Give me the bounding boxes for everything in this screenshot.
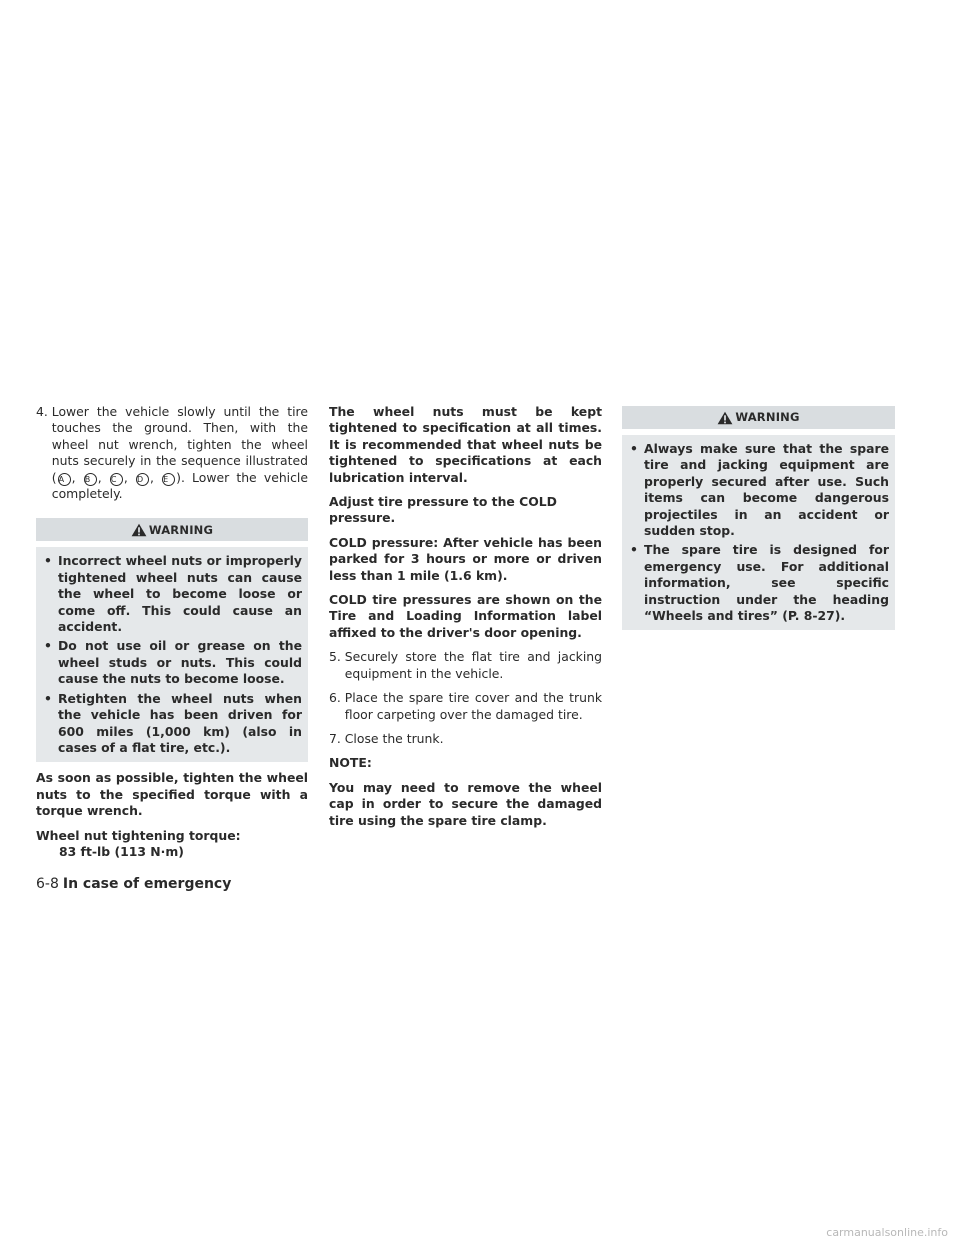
page-number: 6-8: [36, 876, 59, 892]
bullet: •: [44, 553, 52, 569]
warning-title: WARNING: [148, 522, 214, 537]
column-left: [36, 404, 308, 860]
step-text: Securely store the flat tire and jacking equipment in the vehicle.: [344, 649, 602, 681]
warning-triangle-icon: [131, 523, 147, 537]
watermark: carmanualsonline.info: [826, 1226, 948, 1239]
page-footer: [36, 876, 231, 892]
step-number: 5.: [329, 649, 345, 665]
step-4: [36, 404, 308, 502]
warning-item: • Always make sure that the spare tire and jacking equipment are properly secured after use. Such items can become dangerous projectiles in an accident or sudden stop.: [630, 441, 889, 539]
note-text: You may need to remove the wheel cap in order to secure the damaged tire using the spare tire clamp.: [329, 779, 602, 828]
circle-letter-d: D: [136, 473, 149, 486]
step-text: Close the trunk.: [344, 730, 444, 746]
paragraph-cold-pressure: COLD pressure: After vehicle has been parked for 3 hours or more or driven less than 1 mile (1.6 km).: [329, 534, 602, 583]
bullet: •: [44, 638, 52, 654]
step-7: [329, 731, 602, 747]
circle-letter-b: B: [84, 473, 97, 486]
paragraph-cold-label: COLD tire pressures are shown on the Tire and Loading Information label affixed to the driver's door opening.: [329, 592, 602, 640]
warning-body: [622, 435, 895, 630]
warning-triangle-icon: [717, 411, 733, 425]
warning-item: • Do not use oil or grease on the wheel studs or nuts. This could cause the nuts to become loose.: [44, 638, 302, 687]
paragraph-adjust-pressure: Adjust tire pressure to the COLD pressure.: [329, 494, 557, 526]
warning-item: • Retighten the wheel nuts when the vehicle has been driven for 600 miles (1,000 km) (also in cases of a flat tire, etc.).: [44, 690, 302, 755]
section-title: In case of emergency: [62, 876, 232, 892]
step-number: 4.: [36, 404, 52, 419]
paragraph-nuts-tightened: The wheel nuts must be kept tightened to specification at all times. It is recommended that wheel nuts be tightened to specifications at each lubrication interval.: [329, 404, 602, 485]
step-number: 6.: [329, 690, 345, 706]
torque-label: Wheel nut tightening torque:: [36, 827, 241, 843]
note-title: NOTE:: [329, 755, 372, 771]
bullet: •: [630, 441, 638, 456]
torque-paragraph: As soon as possible, tighten the wheel nuts to the specified torque with a torque wrench.: [36, 770, 308, 819]
column-middle: [329, 404, 602, 829]
warning-body: [36, 547, 308, 762]
step-6: [329, 690, 602, 723]
warning-header: [36, 518, 308, 541]
step-text: Place the spare tire cover and the trunk floor carpeting over the damaged tire.: [344, 690, 602, 722]
warning-title: WARNING: [735, 410, 800, 425]
torque-value: 83 ft-lb (113 N·m): [59, 843, 184, 859]
step-number: 7.: [329, 730, 345, 746]
bullet: •: [44, 690, 52, 706]
circle-letter-c: C: [110, 473, 123, 486]
circle-letter-a: A: [58, 473, 71, 486]
bullet: •: [630, 542, 638, 558]
warning-header: [622, 406, 895, 429]
circle-letter-e: E: [162, 473, 175, 486]
warning-item: • The spare tire is designed for emergency use. For additional information, see specific instruction under the heading “Wheels and tires” (P. 8-27).: [630, 542, 889, 624]
step-5: [329, 649, 602, 682]
column-right: [622, 404, 895, 630]
step-text: Lower the vehicle slowly until the tire touches the ground. Then, with the wheel nut wrench, tighten the wheel nuts securely in the sequence illustrated ( A , B , C , D , E ). Lower the vehicle completely.: [51, 404, 308, 502]
warning-item: • Incorrect wheel nuts or improperly tightened wheel nuts can cause the wheel to become loose or come off. This could cause an accident.: [44, 553, 302, 635]
